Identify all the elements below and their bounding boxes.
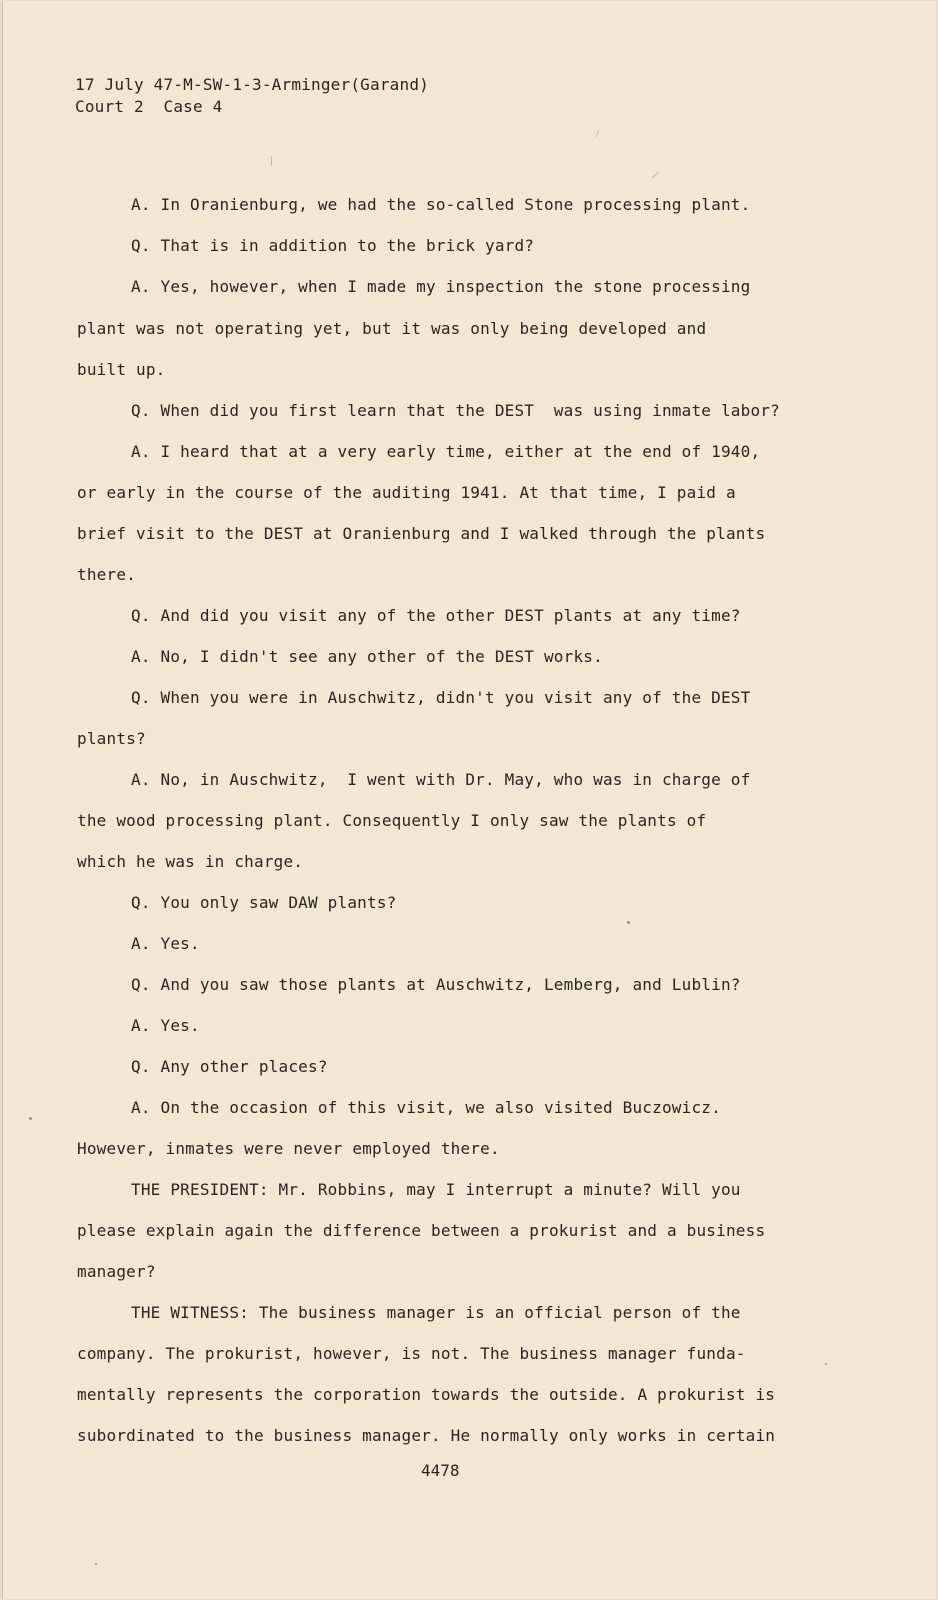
text-line: A. No, I didn't see any other of the DEST works.: [131, 647, 603, 666]
text-line: A. I heard that at a very early time, either at the end of 1940,: [131, 442, 761, 461]
header-line-1: 17 July 47-M-SW-1-3-Arminger(Garand): [75, 75, 429, 94]
text-line: or early in the course of the auditing 1941. At that time, I paid a: [77, 483, 736, 502]
paper-speck: [29, 1117, 32, 1120]
text-line: A. Yes.: [131, 934, 200, 953]
text-line: Q. Any other places?: [131, 1057, 328, 1076]
paper-speck: [627, 921, 630, 924]
text-line: mentally represents the corporation towards the outside. A prokurist is: [77, 1385, 776, 1404]
text-line: manager?: [77, 1262, 156, 1281]
text-line: brief visit to the DEST at Oranienburg and I walked through the plants: [77, 524, 766, 543]
text-line: However, inmates were never employed there.: [77, 1139, 500, 1158]
document-page: [2, 1, 936, 1599]
text-line: plant was not operating yet, but it was only being developed and: [77, 319, 707, 338]
text-line: the wood processing plant. Consequently I only saw the plants of: [77, 811, 707, 830]
text-line: please explain again the difference between a prokurist and a business: [77, 1221, 766, 1240]
text-line: Q. And did you visit any of the other DEST plants at any time?: [131, 606, 741, 625]
text-line: Q. When you were in Auschwitz, didn't you visit any of the DEST: [131, 688, 751, 707]
page-number: 4478: [421, 1461, 460, 1480]
text-line: A. Yes, however, when I made my inspection the stone processing: [131, 277, 751, 296]
text-line: THE WITNESS: The business manager is an official person of the: [131, 1303, 741, 1322]
text-line: Q. You only saw DAW plants?: [131, 893, 397, 912]
paper-speck: [95, 1563, 97, 1565]
text-line: plants?: [77, 729, 146, 748]
text-line: A. Yes.: [131, 1016, 200, 1035]
text-line: which he was in charge.: [77, 852, 304, 871]
text-line: company. The prokurist, however, is not. The business manager funda-: [77, 1344, 746, 1363]
text-line: subordinated to the business manager. He normally only works in certain: [77, 1426, 776, 1445]
paper-mark: [596, 129, 600, 137]
text-line: there.: [77, 565, 136, 584]
text-line: built up.: [77, 360, 166, 379]
text-line: A. On the occasion of this visit, we also visited Buczowicz.: [131, 1098, 721, 1117]
text-line: Q. When did you first learn that the DEST was using inmate labor?: [131, 401, 780, 420]
paper-speck: [825, 1363, 827, 1365]
text-line: A. In Oranienburg, we had the so-called Stone processing plant.: [131, 195, 751, 214]
paper-mark: [271, 156, 272, 166]
header-line-2: Court 2 Case 4: [75, 97, 223, 116]
text-line: A. No, in Auschwitz, I went with Dr. May, who was in charge of: [131, 770, 751, 789]
text-line: Q. And you saw those plants at Auschwitz, Lemberg, and Lublin?: [131, 975, 741, 994]
text-line: Q. That is in addition to the brick yard?: [131, 236, 535, 255]
text-line: THE PRESIDENT: Mr. Robbins, may I interrupt a minute? Will you: [131, 1180, 741, 1199]
paper-mark: [652, 172, 659, 178]
